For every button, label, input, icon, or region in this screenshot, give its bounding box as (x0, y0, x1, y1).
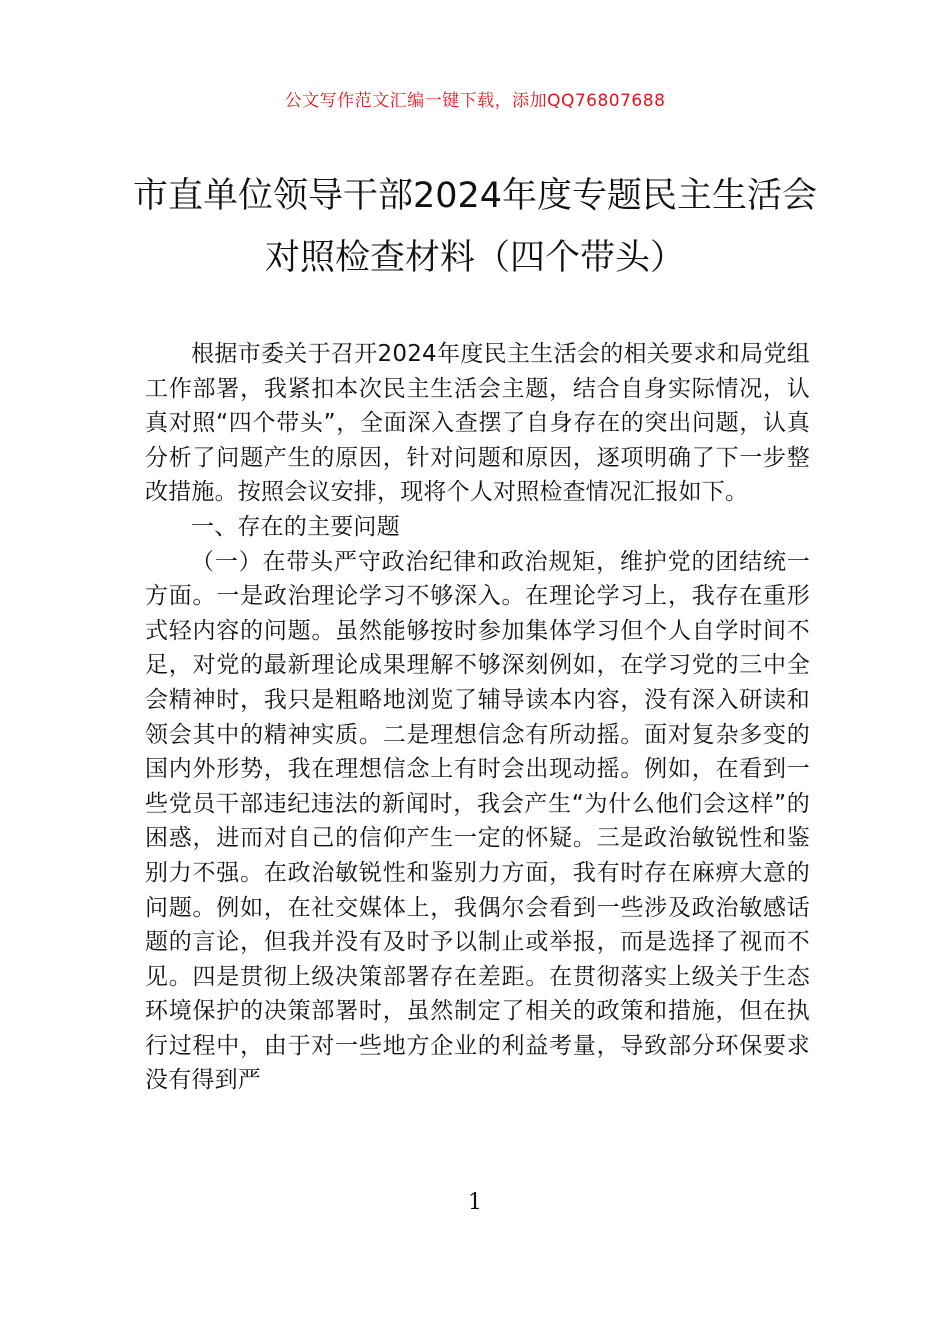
page-number: 1 (468, 1190, 482, 1215)
document-body (145, 337, 810, 1098)
body-paragraph: （一）在带头严守政治纪律和政治规矩，维护党的团结统一方面。一是政治理论学习不够深入。在理论学习上，我存在重形式轻内容的问题。虽然能够按时参加集体学习但个人自学时间不足，对党的最新理论成果理解不够深刻例如，在学习党的三中全会精神时，我只是粗略地浏览了辅导读本内容，没有深入研读和领会其中的精神实质。二是理想信念有所动摇。面对复杂多变的国内外形势，我在理想信念上有时会出现动摇。例如，在看到一些党员干部违纪违法的新闻时，我会产生“为什么他们会这样”的困惑，进而对自己的信仰产生一定的怀疑。三是政治敏锐性和鉴别力不强。在政治敏锐性和鉴别力方面，我有时存在麻痹大意的问题。例如，在社交媒体上，我偶尔会看到一些涉及政治敏感话题的言论，但我并没有及时予以制止或举报，而是选择了视而不见。四是贯彻上级决策部署存在差距。在贯彻落实上级关于生态环境保护的决策部署时，虽然制定了相关的政策和措施，但在执行过程中，由于对一些地方企业的利益考量，导致部分环保要求没有得到严 (145, 548, 810, 1094)
promo-banner: 公文写作范文汇编一键下载，添加QQ76807688 (284, 91, 666, 111)
section-heading: 一、存在的主要问题 (191, 513, 400, 540)
intro-paragraph: 根据市委关于召开2024年度民主生活会的相关要求和局党组工作部署，我紧扣本次民主生活会主题，结合自身实际情况，认真对照“四个带头”，全面深入查摆了自身存在的突出问题，认真分析了问题产生的原因，针对问题和原因，逐项明确了下一步整改措施。按照会议安排，现将个人对照检查情况汇报如下。 (145, 341, 810, 506)
document-title: 市直单位领导干部2024年度专题民主生活会对照检查材料（四个带头） (132, 176, 818, 278)
